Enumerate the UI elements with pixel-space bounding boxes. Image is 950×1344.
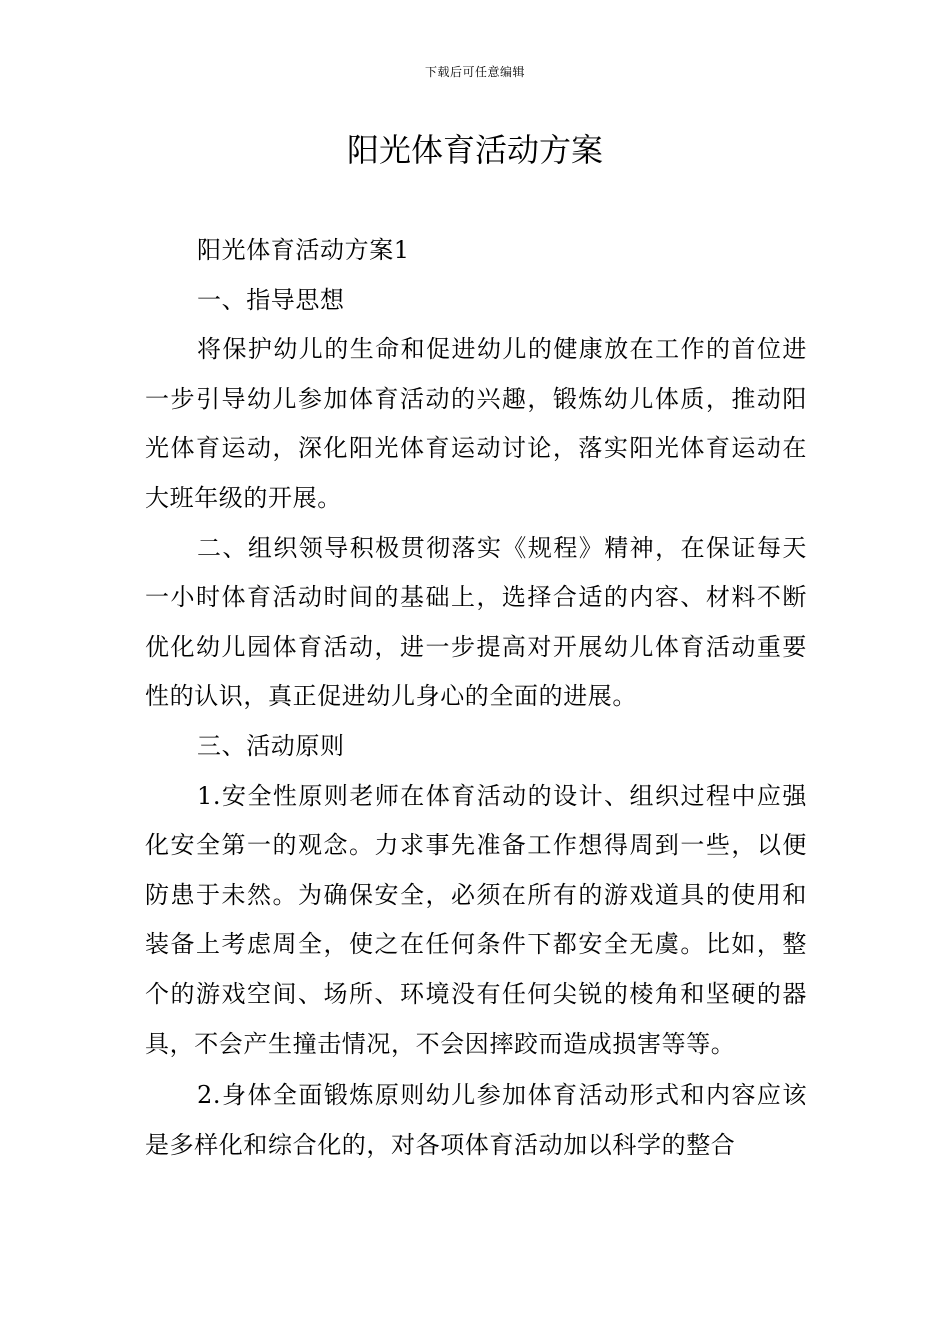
section-subtitle: 阳光体育活动方案1 xyxy=(197,236,410,264)
paragraph-comprehensive-exercise-principle: 2.身体全面锻炼原则幼儿参加体育活动形式和内容应该是多样化和综合化的，对各项体育活动加以科学的整合 xyxy=(145,1081,807,1159)
section-heading-guiding-thought: 一、指导思想 xyxy=(197,285,345,314)
paragraph-safety-principle: 1.安全性原则老师在体育活动的设计、组织过程中应强化安全第一的观念。力求事先准备工作想得周到一些，以便防患于未然。为确保安全，必须在所有的游戏道具的使用和装备上考虑周全，使之在任何条件下都安全无虞。比如，整个的游戏空间、场所、环境没有任何尖锐的棱角和坚硬的器具，不会产生撞击情况，不会因摔跤而造成损害等等。 xyxy=(145,781,807,1058)
paragraph-organization-leadership: 二、组织领导积极贯彻落实《规程》精神，在保证每天一小时体育活动时间的基础上，选择合适的内容、材料不断优化幼儿园体育活动，进一步提高对开展幼儿体育活动重要性的认识，真正促进幼儿身心的全面的进展。 xyxy=(145,533,807,711)
document-body xyxy=(145,226,807,1170)
page-header-note: 下载后可任意编辑 xyxy=(424,65,525,79)
section-heading-activity-principles: 三、活动原则 xyxy=(197,731,345,760)
paragraph-guiding-thought: 将保护幼儿的生命和促进幼儿的健康放在工作的首位进一步引导幼儿参加体育活动的兴趣，锻炼幼儿体质，推动阳光体育运动，深化阳光体育运动讨论，落实阳光体育运动在大班年级的开展。 xyxy=(145,335,807,512)
document-title: 阳光体育活动方案 xyxy=(346,131,603,169)
